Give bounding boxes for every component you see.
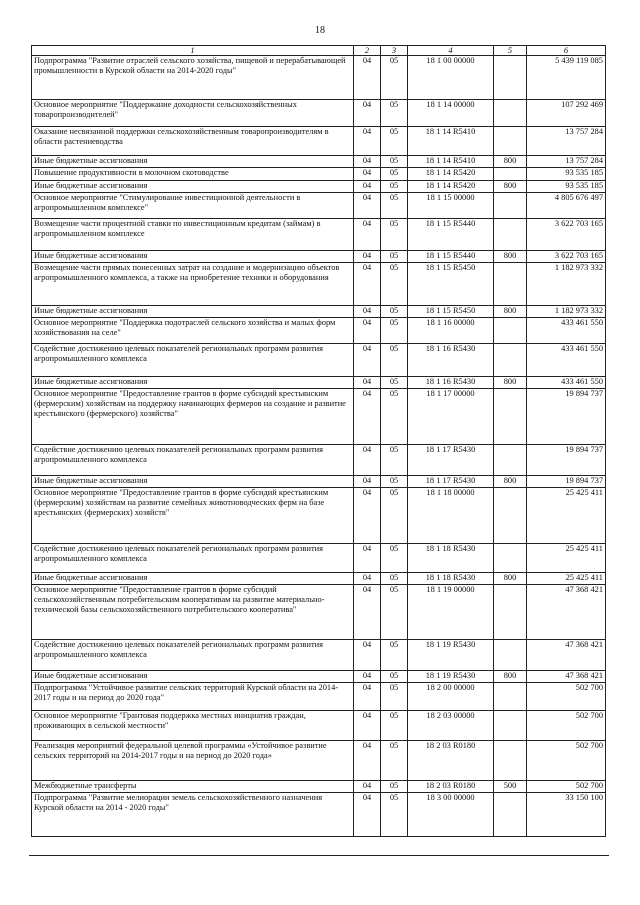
cell-subsection: 05 bbox=[381, 711, 408, 741]
cell-subsection: 05 bbox=[381, 671, 408, 683]
cell-section: 04 bbox=[354, 100, 381, 127]
table-row bbox=[32, 193, 606, 219]
cell-subsection: 05 bbox=[381, 219, 408, 251]
cell-target-article: 18 2 03 00000 bbox=[408, 711, 494, 741]
cell-amount: 433 461 550 bbox=[527, 377, 606, 389]
column-header: 4 bbox=[408, 46, 494, 56]
cell-target-article: 18 1 19 R5430 bbox=[408, 640, 494, 671]
cell-name: Содействие достижению целевых показателей региональных программ развития агропромышленного комплекса bbox=[32, 544, 354, 573]
cell-name: Реализация мероприятий федеральной целевой программы «Устойчивое развитие сельских территорий на 2014-2017 годы и на период до 2020 года» bbox=[32, 741, 354, 781]
table-row bbox=[32, 306, 606, 318]
cell-section: 04 bbox=[354, 318, 381, 344]
cell-amount: 25 425 411 bbox=[527, 573, 606, 585]
cell-name: Межбюджетные трансферты bbox=[32, 781, 354, 793]
cell-subsection: 05 bbox=[381, 476, 408, 488]
cell-name: Основное мероприятие "Стимулирование инвестиционной деятельности в агропромышленном комплексе" bbox=[32, 193, 354, 219]
cell-expense-type bbox=[494, 445, 527, 476]
cell-name: Иные бюджетные ассигнования bbox=[32, 377, 354, 389]
cell-section: 04 bbox=[354, 544, 381, 573]
cell-amount: 33 150 100 bbox=[527, 793, 606, 837]
table-row bbox=[32, 344, 606, 377]
cell-amount: 1 182 973 332 bbox=[527, 263, 606, 306]
cell-section: 04 bbox=[354, 377, 381, 389]
cell-target-article: 18 1 15 R5440 bbox=[408, 251, 494, 263]
cell-expense-type bbox=[494, 193, 527, 219]
cell-subsection: 05 bbox=[381, 544, 408, 573]
cell-name: Основное мероприятие "Предоставление грантов в форме субсидий сельскохозяйственным потребительским кооперативам на развитие материально-технической базы сельскохозяйственного потребительского кооператива" bbox=[32, 585, 354, 640]
cell-expense-type: 800 bbox=[494, 476, 527, 488]
table-row bbox=[32, 168, 606, 181]
cell-target-article: 18 1 14 00000 bbox=[408, 100, 494, 127]
cell-target-article: 18 1 18 00000 bbox=[408, 488, 494, 544]
cell-amount: 4 805 676 497 bbox=[527, 193, 606, 219]
cell-amount: 93 535 185 bbox=[527, 168, 606, 181]
cell-expense-type bbox=[494, 640, 527, 671]
cell-section: 04 bbox=[354, 573, 381, 585]
cell-subsection: 05 bbox=[381, 156, 408, 168]
cell-target-article: 18 2 03 R0180 bbox=[408, 781, 494, 793]
cell-amount: 502 700 bbox=[527, 741, 606, 781]
cell-target-article: 18 1 15 R5450 bbox=[408, 263, 494, 306]
cell-subsection: 05 bbox=[381, 573, 408, 585]
cell-name: Иные бюджетные ассигнования bbox=[32, 181, 354, 193]
cell-expense-type bbox=[494, 344, 527, 377]
cell-amount: 107 292 469 bbox=[527, 100, 606, 127]
cell-expense-type: 800 bbox=[494, 251, 527, 263]
cell-name: Иные бюджетные ассигнования bbox=[32, 306, 354, 318]
cell-target-article: 18 3 00 00000 bbox=[408, 793, 494, 837]
cell-expense-type bbox=[494, 741, 527, 781]
cell-section: 04 bbox=[354, 193, 381, 219]
cell-expense-type bbox=[494, 683, 527, 711]
table-row bbox=[32, 793, 606, 837]
cell-name: Подпрограмма "Развитие мелиорации земель сельскохозяйственного назначения Курской области на 2014 - 2020 годы" bbox=[32, 793, 354, 837]
cell-target-article: 18 1 19 R5430 bbox=[408, 671, 494, 683]
cell-subsection: 05 bbox=[381, 793, 408, 837]
cell-section: 04 bbox=[354, 683, 381, 711]
column-header: 5 bbox=[494, 46, 527, 56]
column-header: 1 bbox=[32, 46, 354, 56]
cell-name: Подпрограмма "Устойчивое развитие сельских территорий Курской области на 2014-2017 годы и на период до 2020 года" bbox=[32, 683, 354, 711]
cell-amount: 3 622 703 165 bbox=[527, 219, 606, 251]
cell-expense-type: 500 bbox=[494, 781, 527, 793]
cell-subsection: 05 bbox=[381, 781, 408, 793]
table-row bbox=[32, 781, 606, 793]
cell-subsection: 05 bbox=[381, 318, 408, 344]
cell-expense-type bbox=[494, 488, 527, 544]
cell-amount: 25 425 411 bbox=[527, 488, 606, 544]
table-row bbox=[32, 100, 606, 127]
cell-amount: 5 439 119 085 bbox=[527, 56, 606, 100]
cell-expense-type bbox=[494, 711, 527, 741]
cell-target-article: 18 1 16 R5430 bbox=[408, 377, 494, 389]
cell-expense-type bbox=[494, 793, 527, 837]
table-row bbox=[32, 263, 606, 306]
cell-subsection: 05 bbox=[381, 585, 408, 640]
cell-expense-type bbox=[494, 585, 527, 640]
table-row bbox=[32, 181, 606, 193]
cell-subsection: 05 bbox=[381, 488, 408, 544]
cell-expense-type bbox=[494, 389, 527, 445]
cell-name: Основное мероприятие "Поддержание доходности сельскохозяйственных товаропроизводителей" bbox=[32, 100, 354, 127]
cell-name: Основное мероприятие "Предоставление грантов в форме субсидий крестьянским (фермерским) хозяйствам на поддержку начинающих фермеров на создание и развитие крестьянского (фермерского) хозяйства" bbox=[32, 389, 354, 445]
cell-subsection: 05 bbox=[381, 377, 408, 389]
table-body bbox=[32, 56, 606, 837]
table-row bbox=[32, 445, 606, 476]
cell-name: Содействие достижению целевых показателей региональных программ развития агропромышленного комплекса bbox=[32, 445, 354, 476]
cell-subsection: 05 bbox=[381, 445, 408, 476]
cell-subsection: 05 bbox=[381, 127, 408, 156]
cell-subsection: 05 bbox=[381, 344, 408, 377]
column-header: 2 bbox=[354, 46, 381, 56]
cell-section: 04 bbox=[354, 793, 381, 837]
cell-target-article: 18 1 14 R5410 bbox=[408, 127, 494, 156]
cell-target-article: 18 1 16 00000 bbox=[408, 318, 494, 344]
cell-expense-type bbox=[494, 263, 527, 306]
table-row bbox=[32, 585, 606, 640]
cell-amount: 502 700 bbox=[527, 683, 606, 711]
cell-name: Содействие достижению целевых показателей региональных программ развития агропромышленного комплекса bbox=[32, 640, 354, 671]
cell-name: Иные бюджетные ассигнования bbox=[32, 156, 354, 168]
cell-section: 04 bbox=[354, 56, 381, 100]
cell-expense-type bbox=[494, 544, 527, 573]
cell-section: 04 bbox=[354, 156, 381, 168]
cell-target-article: 18 1 14 R5420 bbox=[408, 168, 494, 181]
cell-name: Содействие достижению целевых показателей региональных программ развития агропромышленного комплекса bbox=[32, 344, 354, 377]
table-row bbox=[32, 127, 606, 156]
cell-amount: 19 894 737 bbox=[527, 389, 606, 445]
cell-section: 04 bbox=[354, 640, 381, 671]
column-header: 6 bbox=[527, 46, 606, 56]
budget-table bbox=[31, 45, 606, 837]
cell-target-article: 18 1 15 R5440 bbox=[408, 219, 494, 251]
cell-subsection: 05 bbox=[381, 100, 408, 127]
cell-target-article: 18 1 17 R5430 bbox=[408, 445, 494, 476]
cell-expense-type: 800 bbox=[494, 306, 527, 318]
cell-section: 04 bbox=[354, 445, 381, 476]
cell-section: 04 bbox=[354, 711, 381, 741]
cell-target-article: 18 1 18 R5430 bbox=[408, 573, 494, 585]
cell-amount: 13 757 284 bbox=[527, 156, 606, 168]
table-row bbox=[32, 544, 606, 573]
cell-subsection: 05 bbox=[381, 741, 408, 781]
cell-amount: 19 894 737 bbox=[527, 445, 606, 476]
cell-amount: 502 700 bbox=[527, 711, 606, 741]
cell-subsection: 05 bbox=[381, 306, 408, 318]
cell-expense-type bbox=[494, 318, 527, 344]
cell-target-article: 18 1 00 00000 bbox=[408, 56, 494, 100]
cell-section: 04 bbox=[354, 168, 381, 181]
cell-target-article: 18 1 18 R5430 bbox=[408, 544, 494, 573]
cell-subsection: 05 bbox=[381, 251, 408, 263]
cell-expense-type bbox=[494, 168, 527, 181]
cell-section: 04 bbox=[354, 488, 381, 544]
cell-name: Подпрограмма "Развитие отраслей сельского хозяйства, пищевой и перерабатывающей промышленности в Курской области на 2014-2020 годы" bbox=[32, 56, 354, 100]
page-number: 18 bbox=[315, 25, 325, 36]
bottom-border-line bbox=[29, 855, 609, 856]
cell-amount: 19 894 737 bbox=[527, 476, 606, 488]
cell-expense-type bbox=[494, 127, 527, 156]
cell-expense-type: 800 bbox=[494, 377, 527, 389]
cell-subsection: 05 bbox=[381, 193, 408, 219]
cell-name: Возмещение части прямых понесенных затрат на создание и модернизацию объектов агропромышленного комплекса, а также на приобретение техники и оборудования bbox=[32, 263, 354, 306]
cell-section: 04 bbox=[354, 741, 381, 781]
cell-target-article: 18 1 19 00000 bbox=[408, 585, 494, 640]
cell-name: Иные бюджетные ассигнования bbox=[32, 251, 354, 263]
cell-section: 04 bbox=[354, 476, 381, 488]
cell-name: Основное мероприятие "Грантовая поддержка местных инициатив граждан, проживающих в сельской местности" bbox=[32, 711, 354, 741]
cell-amount: 502 700 bbox=[527, 781, 606, 793]
cell-section: 04 bbox=[354, 389, 381, 445]
cell-target-article: 18 1 17 00000 bbox=[408, 389, 494, 445]
cell-name: Иные бюджетные ассигнования bbox=[32, 573, 354, 585]
cell-expense-type: 800 bbox=[494, 573, 527, 585]
cell-target-article: 18 1 15 00000 bbox=[408, 193, 494, 219]
cell-amount: 93 535 185 bbox=[527, 181, 606, 193]
cell-target-article: 18 1 14 R5420 bbox=[408, 181, 494, 193]
cell-target-article: 18 1 16 R5430 bbox=[408, 344, 494, 377]
cell-target-article: 18 2 00 00000 bbox=[408, 683, 494, 711]
cell-name: Основное мероприятие "Поддержка подотраслей сельского хозяйства и малых форм хозяйствования на селе" bbox=[32, 318, 354, 344]
table-row bbox=[32, 56, 606, 100]
cell-target-article: 18 1 15 R5450 bbox=[408, 306, 494, 318]
cell-expense-type: 800 bbox=[494, 156, 527, 168]
table-row bbox=[32, 377, 606, 389]
cell-name: Иные бюджетные ассигнования bbox=[32, 476, 354, 488]
table-row bbox=[32, 219, 606, 251]
cell-expense-type bbox=[494, 56, 527, 100]
cell-expense-type: 800 bbox=[494, 671, 527, 683]
cell-subsection: 05 bbox=[381, 56, 408, 100]
cell-subsection: 05 bbox=[381, 683, 408, 711]
table-row bbox=[32, 671, 606, 683]
table-row bbox=[32, 711, 606, 741]
cell-subsection: 05 bbox=[381, 168, 408, 181]
cell-amount: 47 368 421 bbox=[527, 671, 606, 683]
table-row bbox=[32, 476, 606, 488]
cell-expense-type bbox=[494, 219, 527, 251]
table-header-row bbox=[32, 46, 606, 56]
cell-name: Оказание несвязанной поддержки сельскохозяйственным товаропроизводителям в области растениеводства bbox=[32, 127, 354, 156]
cell-subsection: 05 bbox=[381, 389, 408, 445]
cell-name: Иные бюджетные ассигнования bbox=[32, 671, 354, 683]
cell-section: 04 bbox=[354, 671, 381, 683]
cell-section: 04 bbox=[354, 181, 381, 193]
cell-amount: 13 757 284 bbox=[527, 127, 606, 156]
cell-section: 04 bbox=[354, 263, 381, 306]
cell-name: Повышение продуктивности в молочном скотоводстве bbox=[32, 168, 354, 181]
table-row bbox=[32, 251, 606, 263]
cell-name: Возмещение части процентной ставки по инвестиционным кредитам (займам) в агропромышленном комплексе bbox=[32, 219, 354, 251]
cell-amount: 47 368 421 bbox=[527, 640, 606, 671]
cell-section: 04 bbox=[354, 251, 381, 263]
cell-subsection: 05 bbox=[381, 181, 408, 193]
cell-section: 04 bbox=[354, 127, 381, 156]
cell-amount: 433 461 550 bbox=[527, 318, 606, 344]
cell-amount: 1 182 973 332 bbox=[527, 306, 606, 318]
column-header: 3 bbox=[381, 46, 408, 56]
cell-amount: 3 622 703 165 bbox=[527, 251, 606, 263]
cell-section: 04 bbox=[354, 781, 381, 793]
cell-section: 04 bbox=[354, 219, 381, 251]
cell-section: 04 bbox=[354, 344, 381, 377]
table-row bbox=[32, 741, 606, 781]
cell-name: Основное мероприятие "Предоставление грантов в форме субсидий крестьянским (фермерским) хозяйствам на развитие семейных животноводческих ферм на базе крестьянских (фермерских) хозяйств" bbox=[32, 488, 354, 544]
cell-section: 04 bbox=[354, 306, 381, 318]
cell-target-article: 18 1 14 R5410 bbox=[408, 156, 494, 168]
cell-expense-type bbox=[494, 100, 527, 127]
cell-expense-type: 800 bbox=[494, 181, 527, 193]
cell-subsection: 05 bbox=[381, 640, 408, 671]
cell-subsection: 05 bbox=[381, 263, 408, 306]
cell-amount: 25 425 411 bbox=[527, 544, 606, 573]
table-row bbox=[32, 488, 606, 544]
table-row bbox=[32, 156, 606, 168]
cell-amount: 433 461 550 bbox=[527, 344, 606, 377]
table-row bbox=[32, 683, 606, 711]
cell-target-article: 18 2 03 R0180 bbox=[408, 741, 494, 781]
table-row bbox=[32, 318, 606, 344]
cell-target-article: 18 1 17 R5430 bbox=[408, 476, 494, 488]
cell-amount: 47 368 421 bbox=[527, 585, 606, 640]
table-row bbox=[32, 640, 606, 671]
table-row bbox=[32, 573, 606, 585]
table-row bbox=[32, 389, 606, 445]
cell-section: 04 bbox=[354, 585, 381, 640]
